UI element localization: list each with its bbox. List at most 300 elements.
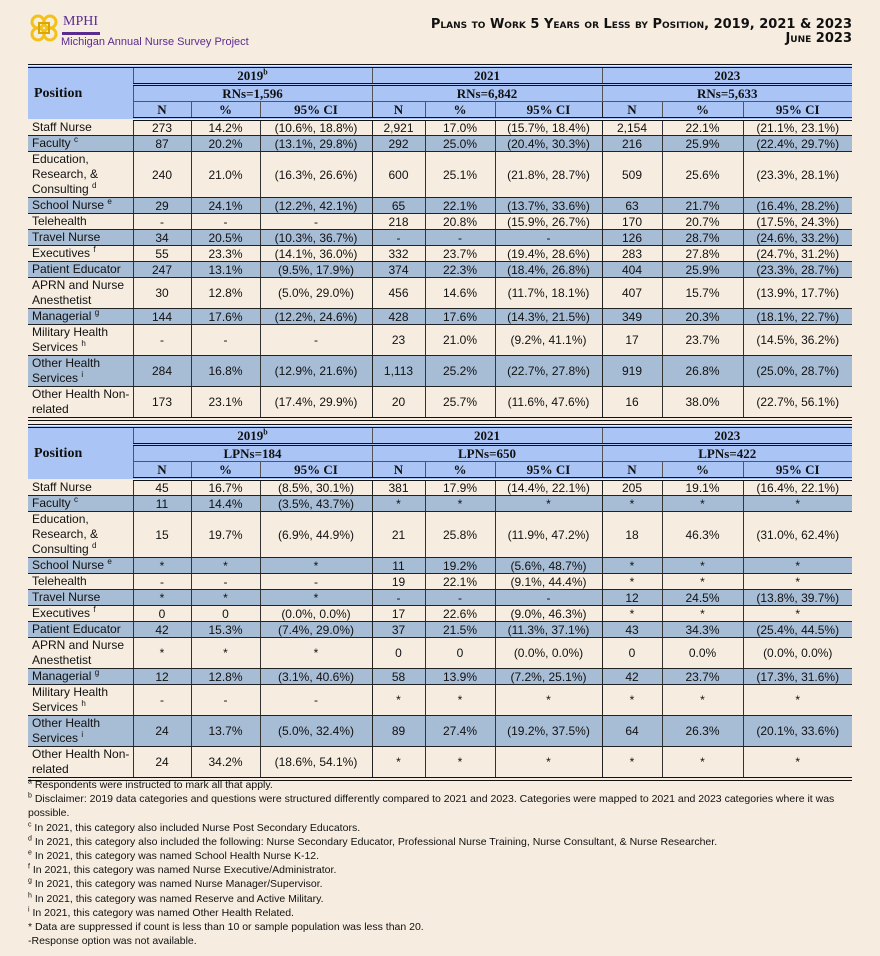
ci-cell: (13.8%, 39.7%) bbox=[743, 590, 852, 606]
pct-cell: 24.1% bbox=[191, 198, 260, 214]
ci-cell: * bbox=[743, 606, 852, 622]
n-cell: 29 bbox=[133, 198, 191, 214]
pct-cell: 25.9% bbox=[662, 262, 743, 278]
n-cell: 216 bbox=[602, 136, 662, 152]
pct-cell: 22.6% bbox=[425, 606, 495, 622]
pct-cell: 15.7% bbox=[662, 278, 743, 309]
pct-cell: 22.1% bbox=[662, 119, 743, 136]
col-ci: 95% CI bbox=[260, 102, 372, 120]
n-cell: 374 bbox=[372, 262, 425, 278]
position-cell: Staff Nurse bbox=[28, 119, 133, 136]
n-cell: * bbox=[602, 574, 662, 590]
position-cell: Military Health Services $^h$ bbox=[28, 325, 133, 356]
pct-cell: 0.0% bbox=[662, 638, 743, 669]
position-cell: Faculty $^c$ bbox=[28, 136, 133, 152]
n-cell: 19 bbox=[372, 574, 425, 590]
col-n: N bbox=[372, 462, 425, 480]
col-ci: 95% CI bbox=[743, 102, 852, 120]
col-n: N bbox=[372, 102, 425, 120]
report-title-block bbox=[431, 18, 852, 46]
ci-cell: (9.5%, 17.9%) bbox=[260, 262, 372, 278]
pct-cell: 14.2% bbox=[191, 119, 260, 136]
pct-cell: 26.3% bbox=[662, 716, 743, 747]
ci-cell: (6.9%, 44.9%) bbox=[260, 512, 372, 558]
table-row bbox=[28, 685, 852, 716]
ci-cell: (0.0%, 0.0%) bbox=[743, 638, 852, 669]
ci-cell: - bbox=[260, 214, 372, 230]
n-cell: - bbox=[133, 214, 191, 230]
year-header-2019: 2019$^b$ bbox=[133, 66, 372, 85]
n-cell: 42 bbox=[133, 622, 191, 638]
n-cell: 65 bbox=[372, 198, 425, 214]
n-cell: - bbox=[133, 685, 191, 716]
pct-cell: 25.2% bbox=[425, 356, 495, 387]
pct-cell: 22.3% bbox=[425, 262, 495, 278]
ci-cell: (23.3%, 28.7%) bbox=[743, 262, 852, 278]
year-header-2023: 2023 bbox=[602, 426, 852, 445]
pct-cell: 20.2% bbox=[191, 136, 260, 152]
table-row bbox=[28, 496, 852, 512]
rn-table bbox=[28, 64, 852, 421]
n-cell: 45 bbox=[133, 479, 191, 496]
n-cell: 55 bbox=[133, 246, 191, 262]
position-cell: Executives $^f$ bbox=[28, 246, 133, 262]
footnote: $^b$ Disclaimer: 2019 data categories and questions were structured differently compared to 2021 and 2023. Categories were mapped to 2021 and 2023 categories where it was possible. bbox=[28, 792, 835, 820]
ci-cell: (5.0%, 29.0%) bbox=[260, 278, 372, 309]
col-ci: 95% CI bbox=[495, 102, 602, 120]
pct-cell: 16.8% bbox=[191, 356, 260, 387]
report-title: Plans to Work 5 Years or Less by Position, 2019, 2021 & 2023 bbox=[430, 17, 852, 32]
col-pct: % bbox=[191, 102, 260, 120]
pct-cell: * bbox=[191, 638, 260, 669]
position-cell: Staff Nurse bbox=[28, 479, 133, 496]
n-cell: 205 bbox=[602, 479, 662, 496]
n-cell: 18 bbox=[602, 512, 662, 558]
pct-cell: 17.0% bbox=[425, 119, 495, 136]
n-cell: 456 bbox=[372, 278, 425, 309]
population-2019: LPNs=184 bbox=[133, 445, 372, 462]
pct-cell: * bbox=[662, 606, 743, 622]
pct-cell: 24.5% bbox=[662, 590, 743, 606]
ci-cell: * bbox=[743, 747, 852, 780]
position-cell: Education, Research, & Consulting $^d$ bbox=[28, 152, 133, 198]
footnote: $^f$ In 2021, this category was named Nurse Executive/Administrator. bbox=[28, 863, 337, 877]
position-cell: Telehealth bbox=[28, 214, 133, 230]
ci-cell: (22.4%, 29.7%) bbox=[743, 136, 852, 152]
pct-cell: 13.1% bbox=[191, 262, 260, 278]
ci-cell: - bbox=[260, 685, 372, 716]
table-row bbox=[28, 262, 852, 278]
ci-cell: * bbox=[495, 747, 602, 780]
pct-cell: * bbox=[662, 574, 743, 590]
pct-cell: 20.3% bbox=[662, 309, 743, 325]
ci-cell: (20.4%, 30.3%) bbox=[495, 136, 602, 152]
pct-cell: 14.6% bbox=[425, 278, 495, 309]
pct-cell: 38.0% bbox=[662, 387, 743, 420]
footnote: $^a$ Respondents were instructed to mark all that apply. bbox=[28, 778, 273, 791]
ci-cell: * bbox=[743, 496, 852, 512]
footnote: * Data are suppressed if count is less than 10 or sample population was less than 20. bbox=[28, 921, 424, 934]
position-cell: Executives $^f$ bbox=[28, 606, 133, 622]
pct-cell: 13.9% bbox=[425, 669, 495, 685]
ci-cell: (31.0%, 62.4%) bbox=[743, 512, 852, 558]
col-pct: % bbox=[662, 102, 743, 120]
year-header-2019: 2019$^b$ bbox=[133, 426, 372, 445]
footnote: $^i$ In 2021, this category was named Other Health Related. bbox=[28, 906, 294, 919]
ci-cell: (13.9%, 17.7%) bbox=[743, 278, 852, 309]
logo-name: MPHI bbox=[63, 14, 99, 29]
n-cell: 283 bbox=[602, 246, 662, 262]
pct-cell: 23.1% bbox=[191, 387, 260, 420]
n-cell: 284 bbox=[133, 356, 191, 387]
n-cell: * bbox=[602, 558, 662, 574]
n-cell: * bbox=[602, 685, 662, 716]
ci-cell: (25.4%, 44.5%) bbox=[743, 622, 852, 638]
n-cell: 21 bbox=[372, 512, 425, 558]
position-cell: Travel Nurse bbox=[28, 590, 133, 606]
col-n: N bbox=[602, 462, 662, 480]
pct-cell: - bbox=[191, 574, 260, 590]
pct-cell: * bbox=[662, 747, 743, 780]
position-cell: Managerial $^g$ bbox=[28, 309, 133, 325]
pct-cell: 19.2% bbox=[425, 558, 495, 574]
table-row bbox=[28, 479, 852, 496]
position-cell: APRN and Nurse Anesthetist bbox=[28, 278, 133, 309]
n-cell: * bbox=[372, 747, 425, 780]
table-row bbox=[28, 198, 852, 214]
pct-cell: 25.9% bbox=[662, 136, 743, 152]
pct-cell: 34.2% bbox=[191, 747, 260, 780]
col-ci: 95% CI bbox=[260, 462, 372, 480]
position-cell: Military Health Services $^h$ bbox=[28, 685, 133, 716]
n-cell: 144 bbox=[133, 309, 191, 325]
n-cell: 0 bbox=[602, 638, 662, 669]
pct-cell: 22.1% bbox=[425, 198, 495, 214]
population-2021: RNs=6,842 bbox=[372, 85, 602, 102]
ci-cell: * bbox=[743, 685, 852, 716]
pct-cell: 21.7% bbox=[662, 198, 743, 214]
table-row bbox=[28, 278, 852, 309]
pct-cell: 14.4% bbox=[191, 496, 260, 512]
pct-cell: 0 bbox=[425, 638, 495, 669]
ci-cell: (18.6%, 54.1%) bbox=[260, 747, 372, 780]
ci-cell: (9.2%, 41.1%) bbox=[495, 325, 602, 356]
ci-cell: (21.1%, 23.1%) bbox=[743, 119, 852, 136]
n-cell: 11 bbox=[372, 558, 425, 574]
table-row bbox=[28, 246, 852, 262]
n-cell: 37 bbox=[372, 622, 425, 638]
ci-cell: (16.3%, 26.6%) bbox=[260, 152, 372, 198]
n-cell: * bbox=[133, 558, 191, 574]
pct-cell: 17.9% bbox=[425, 479, 495, 496]
population-2019: RNs=1,596 bbox=[133, 85, 372, 102]
table-row bbox=[28, 574, 852, 590]
n-cell: 0 bbox=[372, 638, 425, 669]
col-pct: % bbox=[191, 462, 260, 480]
table-row bbox=[28, 606, 852, 622]
ci-cell: (9.1%, 44.4%) bbox=[495, 574, 602, 590]
table-row bbox=[28, 356, 852, 387]
n-cell: 919 bbox=[602, 356, 662, 387]
ci-cell: (10.3%, 36.7%) bbox=[260, 230, 372, 246]
n-cell: 218 bbox=[372, 214, 425, 230]
position-cell: Other Health Non-related bbox=[28, 747, 133, 780]
n-cell: * bbox=[372, 685, 425, 716]
n-cell: 15 bbox=[133, 512, 191, 558]
n-cell: 240 bbox=[133, 152, 191, 198]
table-row bbox=[28, 716, 852, 747]
pct-cell: * bbox=[191, 590, 260, 606]
position-cell: Other Health Non-related bbox=[28, 387, 133, 420]
n-cell: - bbox=[133, 574, 191, 590]
n-cell: - bbox=[372, 590, 425, 606]
n-cell: 23 bbox=[372, 325, 425, 356]
ci-cell: - bbox=[495, 590, 602, 606]
pct-cell: 34.3% bbox=[662, 622, 743, 638]
position-cell: Telehealth bbox=[28, 574, 133, 590]
logo-underline bbox=[62, 32, 100, 35]
n-cell: 16 bbox=[602, 387, 662, 420]
ci-cell: (14.3%, 21.5%) bbox=[495, 309, 602, 325]
ci-cell: (21.8%, 28.7%) bbox=[495, 152, 602, 198]
n-cell: 20 bbox=[372, 387, 425, 420]
pct-cell: - bbox=[191, 214, 260, 230]
pct-cell: 0 bbox=[191, 606, 260, 622]
n-cell: 58 bbox=[372, 669, 425, 685]
position-cell: Other Health Services $^i$ bbox=[28, 356, 133, 387]
ci-cell: (10.6%, 18.8%) bbox=[260, 119, 372, 136]
n-cell: 273 bbox=[133, 119, 191, 136]
table-row bbox=[28, 214, 852, 230]
ci-cell: (13.7%, 33.6%) bbox=[495, 198, 602, 214]
pct-cell: 17.6% bbox=[191, 309, 260, 325]
pct-cell: 15.3% bbox=[191, 622, 260, 638]
position-cell: School Nurse $^e$ bbox=[28, 558, 133, 574]
footnote: $^e$ In 2021, this category was named School Health Nurse K-12. bbox=[28, 849, 320, 863]
n-cell: 404 bbox=[602, 262, 662, 278]
pct-cell: 27.4% bbox=[425, 716, 495, 747]
n-cell: 12 bbox=[133, 669, 191, 685]
footnotes bbox=[28, 778, 858, 948]
pct-cell: * bbox=[662, 685, 743, 716]
n-cell: 0 bbox=[133, 606, 191, 622]
ci-cell: (11.6%, 47.6%) bbox=[495, 387, 602, 420]
pct-cell: 26.8% bbox=[662, 356, 743, 387]
pct-cell: * bbox=[425, 685, 495, 716]
pct-cell: 19.1% bbox=[662, 479, 743, 496]
pct-cell: 21.5% bbox=[425, 622, 495, 638]
n-cell: 381 bbox=[372, 479, 425, 496]
ci-cell: (17.5%, 24.3%) bbox=[743, 214, 852, 230]
population-2023: RNs=5,633 bbox=[602, 85, 852, 102]
ci-cell: (12.9%, 21.6%) bbox=[260, 356, 372, 387]
n-cell: - bbox=[133, 325, 191, 356]
n-cell: 247 bbox=[133, 262, 191, 278]
ci-cell: (5.0%, 32.4%) bbox=[260, 716, 372, 747]
ci-cell: - bbox=[260, 574, 372, 590]
pct-cell: 12.8% bbox=[191, 278, 260, 309]
pct-cell: * bbox=[425, 496, 495, 512]
pct-cell: 23.3% bbox=[191, 246, 260, 262]
n-cell: 89 bbox=[372, 716, 425, 747]
n-cell: 428 bbox=[372, 309, 425, 325]
ci-cell: (18.4%, 26.8%) bbox=[495, 262, 602, 278]
celtic-knot-logo-icon bbox=[28, 12, 60, 44]
pct-cell: 20.5% bbox=[191, 230, 260, 246]
n-cell: 407 bbox=[602, 278, 662, 309]
position-cell: Managerial $^g$ bbox=[28, 669, 133, 685]
col-n: N bbox=[133, 102, 191, 120]
ci-cell: (22.7%, 56.1%) bbox=[743, 387, 852, 420]
ci-cell: * bbox=[743, 558, 852, 574]
n-cell: 43 bbox=[602, 622, 662, 638]
table-row bbox=[28, 590, 852, 606]
position-cell: Travel Nurse bbox=[28, 230, 133, 246]
col-ci: 95% CI bbox=[743, 462, 852, 480]
n-cell: 42 bbox=[602, 669, 662, 685]
ci-cell: (17.3%, 31.6%) bbox=[743, 669, 852, 685]
pct-cell: 19.7% bbox=[191, 512, 260, 558]
lpn-table bbox=[28, 424, 852, 781]
ci-cell: (24.6%, 33.2%) bbox=[743, 230, 852, 246]
n-cell: * bbox=[602, 606, 662, 622]
table-row bbox=[28, 136, 852, 152]
position-cell: Patient Educator bbox=[28, 622, 133, 638]
ci-cell: (8.5%, 30.1%) bbox=[260, 479, 372, 496]
ci-cell: (20.1%, 33.6%) bbox=[743, 716, 852, 747]
n-cell: 2,154 bbox=[602, 119, 662, 136]
ci-cell: * bbox=[260, 590, 372, 606]
pct-cell: 46.3% bbox=[662, 512, 743, 558]
mphi-logo bbox=[28, 12, 268, 48]
col-ci: 95% CI bbox=[495, 462, 602, 480]
table-row bbox=[28, 638, 852, 669]
pct-cell: 17.6% bbox=[425, 309, 495, 325]
n-cell: 24 bbox=[133, 716, 191, 747]
ci-cell: (19.4%, 28.6%) bbox=[495, 246, 602, 262]
table-row bbox=[28, 119, 852, 136]
ci-cell: * bbox=[743, 574, 852, 590]
col-n: N bbox=[133, 462, 191, 480]
n-cell: 2,921 bbox=[372, 119, 425, 136]
n-cell: 87 bbox=[133, 136, 191, 152]
ci-cell: (5.6%, 48.7%) bbox=[495, 558, 602, 574]
pct-cell: 21.0% bbox=[191, 152, 260, 198]
pct-cell: * bbox=[191, 558, 260, 574]
ci-cell: (16.4%, 28.2%) bbox=[743, 198, 852, 214]
ci-cell: (15.9%, 26.7%) bbox=[495, 214, 602, 230]
pct-cell: 25.7% bbox=[425, 387, 495, 420]
footnote: $^c$ In 2021, this category also included Nurse Post Secondary Educators. bbox=[28, 821, 361, 834]
ci-cell: (7.4%, 29.0%) bbox=[260, 622, 372, 638]
population-2023: LPNs=422 bbox=[602, 445, 852, 462]
ci-cell: - bbox=[260, 325, 372, 356]
pct-cell: 23.7% bbox=[662, 669, 743, 685]
pct-cell: - bbox=[191, 325, 260, 356]
ci-cell: (11.9%, 47.2%) bbox=[495, 512, 602, 558]
ci-cell: (3.1%, 40.6%) bbox=[260, 669, 372, 685]
pct-cell: * bbox=[662, 496, 743, 512]
position-cell: APRN and Nurse Anesthetist bbox=[28, 638, 133, 669]
pct-cell: 16.7% bbox=[191, 479, 260, 496]
position-cell: Faculty $^c$ bbox=[28, 496, 133, 512]
ci-cell: (7.2%, 25.1%) bbox=[495, 669, 602, 685]
col-pct: % bbox=[425, 102, 495, 120]
pct-cell: 25.1% bbox=[425, 152, 495, 198]
year-header-2021: 2021 bbox=[372, 426, 602, 445]
pct-cell: 12.8% bbox=[191, 669, 260, 685]
table-row bbox=[28, 152, 852, 198]
position-cell: Other Health Services $^i$ bbox=[28, 716, 133, 747]
table-row bbox=[28, 512, 852, 558]
position-cell: School Nurse $^e$ bbox=[28, 198, 133, 214]
n-cell: 34 bbox=[133, 230, 191, 246]
ci-cell: (14.4%, 22.1%) bbox=[495, 479, 602, 496]
pct-cell: 21.0% bbox=[425, 325, 495, 356]
table-row bbox=[28, 669, 852, 685]
table-row bbox=[28, 558, 852, 574]
logo-subtitle: Michigan Annual Nurse Survey Project bbox=[61, 36, 249, 48]
n-cell: 349 bbox=[602, 309, 662, 325]
pct-cell: * bbox=[425, 747, 495, 780]
col-pct: % bbox=[425, 462, 495, 480]
pct-cell: * bbox=[662, 558, 743, 574]
ci-cell: (24.7%, 31.2%) bbox=[743, 246, 852, 262]
ci-cell: (3.5%, 43.7%) bbox=[260, 496, 372, 512]
n-cell: * bbox=[133, 638, 191, 669]
table-row bbox=[28, 622, 852, 638]
footnote: -Response option was not available. bbox=[28, 935, 197, 948]
ci-cell: (25.0%, 28.7%) bbox=[743, 356, 852, 387]
pct-cell: 23.7% bbox=[662, 325, 743, 356]
year-header-2023: 2023 bbox=[602, 66, 852, 85]
n-cell: 63 bbox=[602, 198, 662, 214]
n-cell: 12 bbox=[602, 590, 662, 606]
ci-cell: (16.4%, 22.1%) bbox=[743, 479, 852, 496]
year-header-2021: 2021 bbox=[372, 66, 602, 85]
ci-cell: (12.2%, 24.6%) bbox=[260, 309, 372, 325]
ci-cell: (0.0%, 0.0%) bbox=[260, 606, 372, 622]
n-cell: - bbox=[372, 230, 425, 246]
n-cell: 170 bbox=[602, 214, 662, 230]
pct-cell: 13.7% bbox=[191, 716, 260, 747]
footnote: $^h$ In 2021, this category was named Reserve and Active Military. bbox=[28, 892, 324, 905]
ci-cell: (23.3%, 28.1%) bbox=[743, 152, 852, 198]
n-cell: 17 bbox=[372, 606, 425, 622]
ci-cell: (17.4%, 29.9%) bbox=[260, 387, 372, 420]
pct-cell: 20.7% bbox=[662, 214, 743, 230]
pct-cell: 25.0% bbox=[425, 136, 495, 152]
n-cell: 509 bbox=[602, 152, 662, 198]
ci-cell: (14.1%, 36.0%) bbox=[260, 246, 372, 262]
col-n: N bbox=[602, 102, 662, 120]
ci-cell: * bbox=[260, 638, 372, 669]
position-header: Position bbox=[28, 66, 133, 119]
ci-cell: (13.1%, 29.8%) bbox=[260, 136, 372, 152]
ci-cell: * bbox=[495, 685, 602, 716]
n-cell: * bbox=[133, 590, 191, 606]
pct-cell: - bbox=[425, 230, 495, 246]
ci-cell: - bbox=[495, 230, 602, 246]
pct-cell: 28.7% bbox=[662, 230, 743, 246]
n-cell: 17 bbox=[602, 325, 662, 356]
ci-cell: (0.0%, 0.0%) bbox=[495, 638, 602, 669]
ci-cell: (15.7%, 18.4%) bbox=[495, 119, 602, 136]
ci-cell: (9.0%, 46.3%) bbox=[495, 606, 602, 622]
table-row bbox=[28, 230, 852, 246]
n-cell: * bbox=[602, 747, 662, 780]
n-cell: * bbox=[372, 496, 425, 512]
